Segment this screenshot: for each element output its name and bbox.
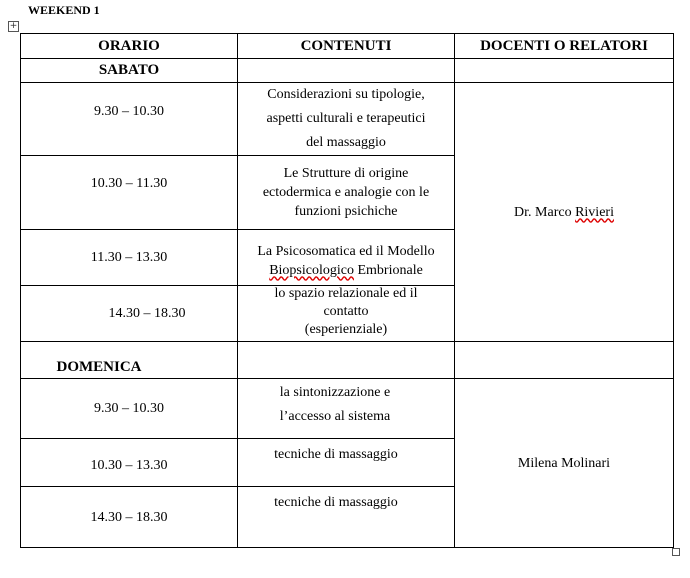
day-label-sabato: SABATO xyxy=(20,58,238,83)
content-line: ectodermica e analogie con le xyxy=(262,185,430,200)
content-line: l’accesso al sistema xyxy=(279,409,391,424)
session-time: 10.30 – 11.30 xyxy=(20,155,238,230)
session-content xyxy=(237,82,455,156)
header-docenti: DOCENTI O RELATORI xyxy=(454,33,674,59)
session-content: tecniche di massaggio xyxy=(237,438,455,487)
teacher-name: Milena Molinari xyxy=(454,378,674,548)
table-resize-handle-icon[interactable] xyxy=(672,548,680,556)
table-move-handle-icon[interactable]: + xyxy=(9,21,18,31)
session-time: 14.30 – 18.30 xyxy=(20,285,238,342)
session-content: tecniche di massaggio xyxy=(237,486,455,548)
session-time: 9.30 – 10.30 xyxy=(20,378,238,439)
session-time: 11.30 – 13.30 xyxy=(20,229,238,286)
session-content xyxy=(237,378,455,439)
teacher-name: Dr. Marco Rivieri xyxy=(514,204,614,220)
content-line: Considerazioni su tipologie, xyxy=(267,87,425,102)
empty-cell xyxy=(454,58,674,83)
spellcheck-word: Biopsicologico xyxy=(269,262,354,278)
content-line: la sintonizzazione e xyxy=(279,385,391,400)
teacher-cell xyxy=(454,82,674,342)
empty-cell xyxy=(237,58,455,83)
empty-cell xyxy=(454,341,674,379)
content-line: Le Strutture di origine xyxy=(283,166,409,181)
content-line: del massaggio xyxy=(306,135,386,150)
header-contenuti: CONTENUTI xyxy=(237,33,455,59)
empty-cell xyxy=(237,341,455,379)
document-title: WEEKEND 1 xyxy=(28,3,100,17)
content-line: (esperienziale) xyxy=(304,321,388,337)
day-label-domenica: DOMENICA xyxy=(20,341,238,379)
content-line: Biopsicologico Embrionale xyxy=(269,262,423,278)
session-content xyxy=(237,285,455,342)
content-line: lo spazio relazionale ed il xyxy=(274,285,418,301)
content-line: aspetti culturali e terapeutici xyxy=(266,111,426,126)
content-line: funzioni psichiche xyxy=(294,204,398,219)
spellcheck-word: Rivieri xyxy=(575,204,614,220)
content-line: La Psicosomatica ed il Modello xyxy=(257,243,435,259)
session-time: 14.30 – 18.30 xyxy=(20,486,238,548)
session-time: 10.30 – 13.30 xyxy=(20,438,238,487)
content-line: contatto xyxy=(323,303,369,319)
session-content xyxy=(237,229,455,286)
session-time: 9.30 – 10.30 xyxy=(20,82,238,156)
header-orario: ORARIO xyxy=(20,33,238,59)
session-content xyxy=(237,155,455,230)
